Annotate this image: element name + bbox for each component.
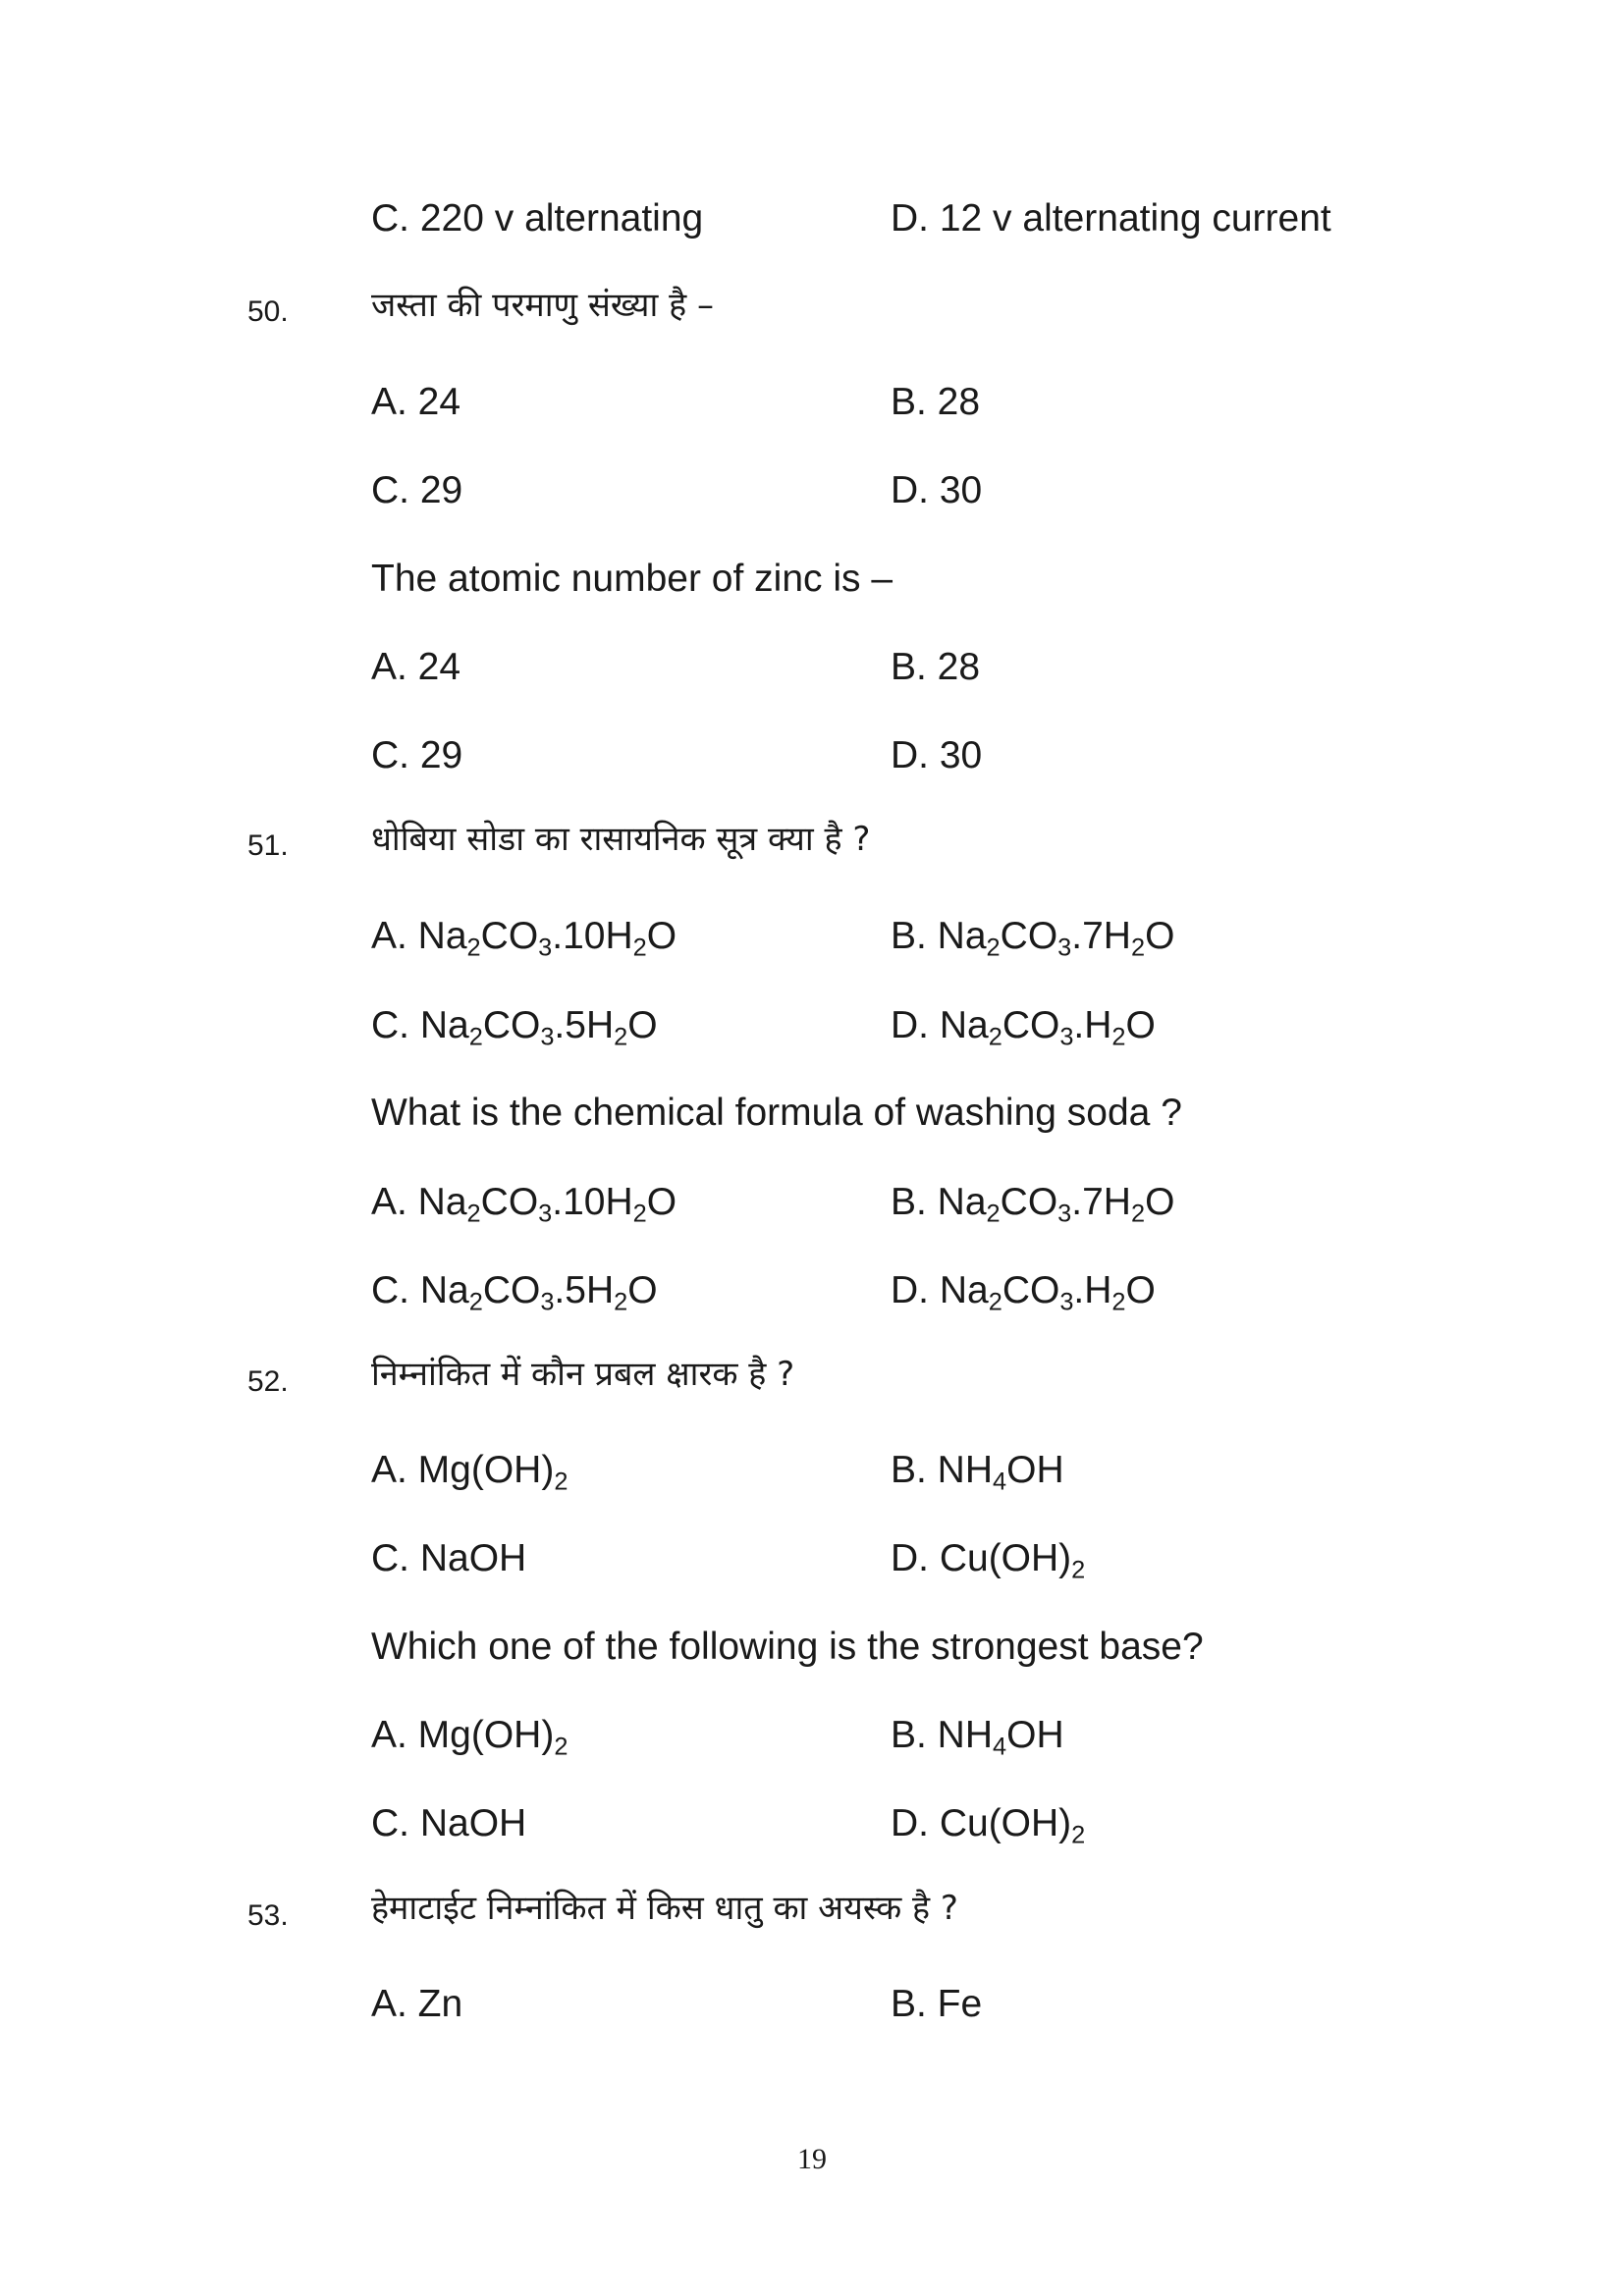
q51-hindi: धोबिया सोडा का रासायनिक सूत्र क्या है ? bbox=[371, 820, 871, 859]
q50-en-b: B. 28 bbox=[891, 646, 981, 688]
q53-hindi: हेमाटाईट निम्नांकित में किस धातु का अयस्क है ? bbox=[371, 1889, 958, 1928]
q53-hi-b: B. Fe bbox=[891, 1983, 983, 2025]
q52-hi-d: D. $Cu(OH)_2$ bbox=[891, 1537, 1086, 1584]
q52-hindi: निम्नांकित में कौन प्रबल क्षारक है ? bbox=[371, 1355, 795, 1394]
q50-hindi: जस्ता की परमाणु संख्या है – bbox=[371, 286, 714, 325]
q51-en-a: A. $Na_2CO_3.10H_2O$ bbox=[371, 1181, 677, 1228]
q52-en-c: C. NaOH bbox=[371, 1802, 527, 1844]
page-number: 19 bbox=[797, 2143, 827, 2175]
q50-en-a: A. 24 bbox=[371, 646, 461, 688]
q52-en-b: B. $NH_4OH$ bbox=[891, 1714, 1064, 1761]
q50-hi-d: D. 30 bbox=[891, 469, 983, 511]
q51-number: 51. bbox=[247, 829, 289, 862]
q51-hi-c: C. $Na_2CO_3.5H_2O$ bbox=[371, 1004, 658, 1051]
q53-number: 53. bbox=[247, 1899, 289, 1932]
q51-hi-b: B. $Na_2CO_3.7H_2O$ bbox=[891, 915, 1175, 962]
q51-en-c: C. $Na_2CO_3.5H_2O$ bbox=[371, 1269, 658, 1316]
q51-hi-d: D. $Na_2CO_3.H_2O$ bbox=[891, 1004, 1156, 1051]
q52-en-a: A. $Mg(OH)_2$ bbox=[371, 1714, 568, 1761]
q52-hi-c: C. NaOH bbox=[371, 1537, 527, 1579]
q51-english: What is the chemical formula of washing soda ? bbox=[371, 1092, 1182, 1134]
q52-en-d: D. $Cu(OH)_2$ bbox=[891, 1802, 1086, 1849]
q50-hi-c: C. 29 bbox=[371, 469, 463, 511]
q50-en-d: D. 30 bbox=[891, 734, 983, 776]
q53-hi-a: A. Zn bbox=[371, 1983, 463, 2025]
q49-opt-c: C. 220 v alternating bbox=[371, 197, 704, 240]
q51-en-b: B. $Na_2CO_3.7H_2O$ bbox=[891, 1181, 1175, 1228]
q50-hi-a: A. 24 bbox=[371, 381, 461, 423]
q52-number: 52. bbox=[247, 1365, 289, 1398]
q50-hi-b: B. 28 bbox=[891, 381, 981, 423]
q52-english: Which one of the following is the strongest base? bbox=[371, 1626, 1204, 1668]
q52-hi-a: A. $Mg(OH)_2$ bbox=[371, 1449, 568, 1496]
q51-en-d: D. $Na_2CO_3.H_2O$ bbox=[891, 1269, 1156, 1316]
q50-en-c: C. 29 bbox=[371, 734, 463, 776]
q50-english: The atomic number of zinc is – bbox=[371, 558, 893, 600]
q50-number: 50. bbox=[247, 295, 289, 328]
q49-opt-d: D. 12 v alternating current bbox=[891, 197, 1331, 240]
q51-hi-a: A. $Na_2CO_3.10H_2O$ bbox=[371, 915, 677, 962]
q52-hi-b: B. $NH_4OH$ bbox=[891, 1449, 1064, 1496]
